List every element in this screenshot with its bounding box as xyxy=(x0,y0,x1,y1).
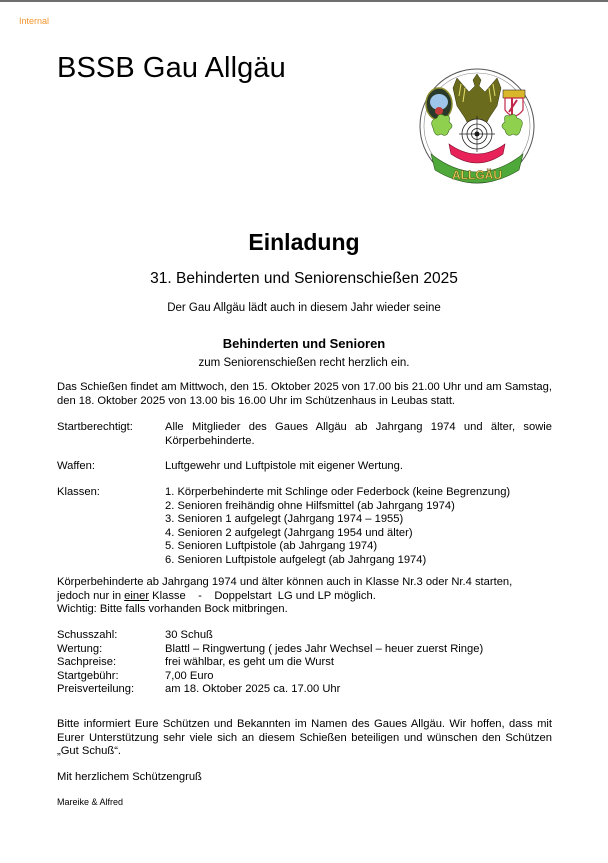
eligibility-label: Startberechtigt: xyxy=(57,421,133,433)
fact-label: Sachpreise: xyxy=(57,656,117,668)
schedule-paragraph: Das Schießen findet am Mittwoch, den 15. Oktober 2025 von 17.00 bis 21.00 Uhr und am Samstag, den 18. Oktober 2025 von 13.00 bis 16.00 Uhr im Schützenhaus in Leubas statt. xyxy=(57,381,552,407)
weapons-row xyxy=(57,460,552,474)
organization-title: BSSB Gau Allgäu xyxy=(57,52,286,84)
notes-line-1: Körperbehinderte ab Jahrgang 1974 und älter können auch in Klasse Nr.3 oder Nr.4 starten, xyxy=(57,576,513,588)
notes-line-3: Wichtig: Bitte falls vorhanden Bock mitbringen. xyxy=(57,603,288,615)
classes-label: Klassen: xyxy=(57,486,100,498)
fact-value: am 18. Oktober 2025 ca. 17.00 Uhr xyxy=(165,683,341,695)
intro-line: Der Gau Allgäu lädt auch in diesem Jahr wieder seine xyxy=(167,302,441,314)
fact-value: 30 Schuß xyxy=(165,629,213,641)
fact-label: Schusszahl: xyxy=(57,629,118,641)
fact-row xyxy=(57,643,552,657)
class-item: 2. Senioren freihändig ohne Hilfsmittel (ab Jahrgang 1974) xyxy=(165,499,455,512)
closing-paragraph: Bitte informiert Eure Schützen und Bekannten im Namen des Gaues Allgäu. Wir hoffen, dass mit Eurer Unterstützung sehr viele sich an diesem Schießen beteiligen und wünschen den Schützen „Gut Schuß“. xyxy=(57,718,552,757)
fact-row xyxy=(57,670,552,684)
notes-line-2-underlined: einer xyxy=(124,589,150,602)
class-item: 5. Senioren Luftpistole (ab Jahrgang 1974) xyxy=(165,540,378,552)
class-item: 1. Körperbehinderte mit Schlinge oder Federbock (keine Begrenzung) xyxy=(165,486,511,498)
fact-label: Preisverteilung: xyxy=(57,683,135,695)
eligibility-row xyxy=(57,421,552,448)
fact-value: Blattl – Ringwertung ( jedes Jahr Wechsel – heuer zuerst Ringe) xyxy=(165,642,484,655)
ribbon-text: ALLGÄU xyxy=(452,168,502,182)
fact-row xyxy=(57,629,552,643)
page-top-border xyxy=(0,0,608,2)
fact-value: 7,00 Euro xyxy=(165,669,214,682)
class-item: 4. Senioren 2 aufgelegt (Jahrgang 1954 und älter) xyxy=(165,526,413,539)
gau-allgaeu-emblem-icon xyxy=(417,66,537,191)
notes-paragraph xyxy=(57,576,552,617)
signature: Mareike & Alfred xyxy=(57,797,124,807)
fact-label: Startgebühr: xyxy=(57,669,119,682)
classification-label: Internal xyxy=(19,16,50,26)
notes-line-2 xyxy=(57,590,552,604)
eligibility-value: Alle Mitglieder des Gaues Allgäu ab Jahrgang 1974 und älter, sowie Körperbehinderte. xyxy=(165,421,552,447)
fact-row xyxy=(57,683,552,697)
fact-value: frei wählbar, es geht um die Wurst xyxy=(165,656,334,668)
classes-list xyxy=(165,486,552,567)
greeting: Mit herzlichem Schützengruß xyxy=(57,771,202,783)
class-item: 3. Senioren 1 aufgelegt (Jahrgang 1974 – 1955) xyxy=(165,513,404,525)
class-item: 6. Senioren Luftpistole aufgelegt (ab Jahrgang 1974) xyxy=(165,553,427,566)
audience-heading: Behinderten und Senioren xyxy=(222,336,386,351)
weapons-label: Waffen: xyxy=(57,460,95,472)
classes-row xyxy=(57,486,552,567)
fact-label: Wertung: xyxy=(57,642,103,655)
fact-row xyxy=(57,656,552,670)
notes-line-2-pre: jedoch nur in xyxy=(57,589,125,602)
right-coat-of-arms-icon xyxy=(503,90,525,116)
event-subtitle: 31. Behinderten und Seniorenschießen 2025 xyxy=(150,270,458,287)
notes-line-2-post: Klasse - Doppelstart LG und LP möglich. xyxy=(149,589,376,602)
weapons-value: Luftgewehr und Luftpistole mit eigener Wertung. xyxy=(165,460,403,472)
invitation-headline: Einladung xyxy=(248,229,360,255)
audience-subline: zum Seniorenschießen recht herzlich ein. xyxy=(198,357,410,369)
